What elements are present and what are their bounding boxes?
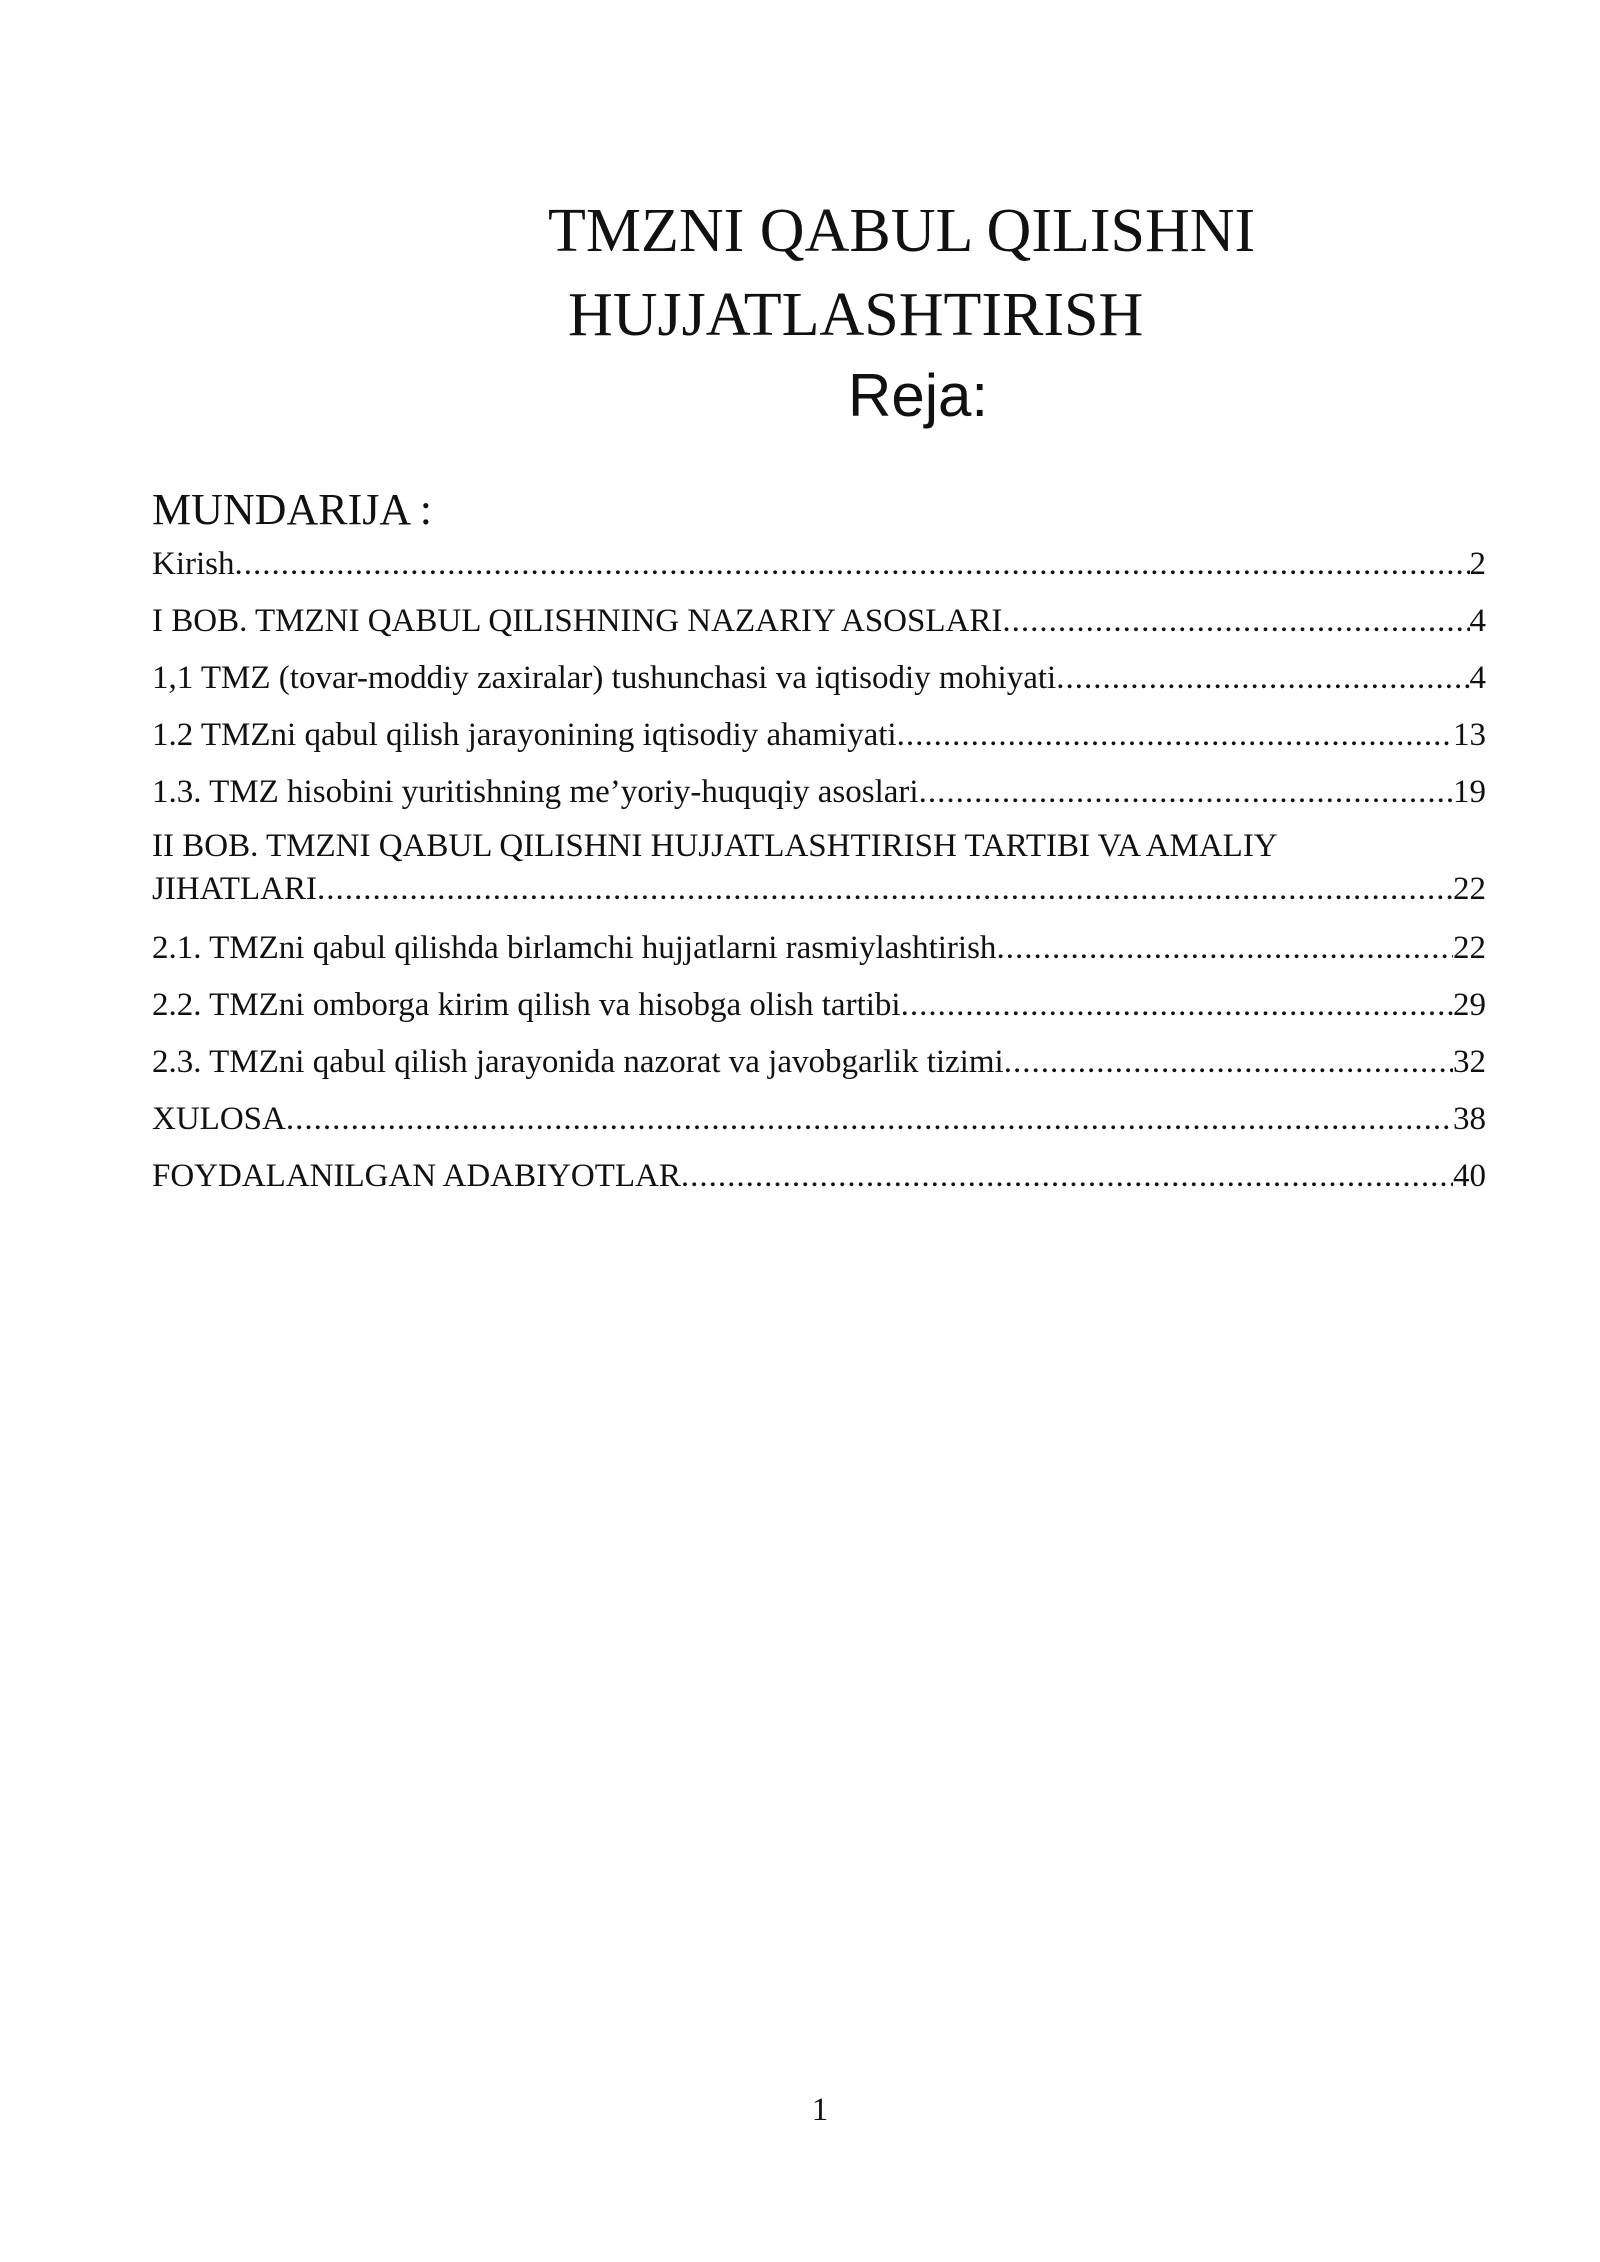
toc-entry-page: 38 (1453, 1101, 1486, 1137)
dot-leader (897, 707, 1453, 764)
toc-entry-title: 1.2 TMZni qabul qilish jarayonining iqtisodiy ahamiyati (152, 717, 897, 753)
toc-entry-page: 22 (1453, 930, 1486, 966)
toc-entry-title: 1.3. TMZ hisobini yuritishning me’yoriy-huquqiy asoslari (152, 774, 919, 810)
toc-entry-page: 19 (1453, 774, 1486, 810)
toc-entry-title: Kirish (152, 546, 235, 582)
dot-leader (1002, 593, 1469, 650)
dot-leader (1056, 650, 1469, 707)
toc-entry-page: 22 (1453, 871, 1486, 907)
toc-entry-title-line-2: JIHATLARI (152, 871, 317, 907)
dot-leader (681, 1148, 1453, 1205)
toc-entry-title: 2.2. TMZni omborga kirim qilish va hisobga olish tartibi (152, 987, 901, 1023)
toc-entry-section-2-3[interactable] (152, 1034, 1486, 1091)
toc-entry-section-2-2[interactable] (152, 977, 1486, 1034)
toc-entry-page: 13 (1453, 717, 1486, 753)
toc-entry-conclusion[interactable] (152, 1091, 1486, 1148)
dot-leader (317, 867, 1453, 912)
toc-entry-page: 40 (1453, 1158, 1486, 1194)
toc-entry-section-1-3[interactable] (152, 764, 1486, 821)
toc-entry-title: 2.3. TMZni qabul qilish jarayonida nazorat va javobgarlik tizimi (152, 1044, 1004, 1080)
toc-entry-page: 29 (1453, 987, 1486, 1023)
toc-entry-page: 4 (1469, 603, 1486, 639)
toc-entry-title: 1,1 TMZ (tovar-moddiy zaxiralar) tushunchasi va iqtisodiy mohiyati (152, 660, 1057, 696)
toc-entry-chapter-2[interactable] (152, 821, 1486, 912)
toc-entry-page: 4 (1469, 660, 1486, 696)
table-of-contents (152, 536, 1486, 1205)
toc-entry-references[interactable] (152, 1148, 1486, 1205)
dot-leader (235, 536, 1470, 593)
toc-entry-title: XULOSA (152, 1101, 286, 1137)
dot-leader (996, 920, 1453, 977)
dot-leader (901, 977, 1453, 1034)
plan-label: Reja: (848, 362, 989, 429)
toc-entry-section-1-1[interactable] (152, 650, 1486, 707)
document-title-line-2: HUJJATLASHTIRISH (568, 281, 1144, 349)
toc-entry-title: 2.1. TMZni qabul qilishda birlamchi hujjatlarni rasmiylashtirish (152, 930, 997, 966)
toc-entry-page: 2 (1469, 546, 1486, 582)
document-title-line-1: TMZNI QABUL QILISHNI (548, 197, 1256, 265)
toc-entry-section-2-1[interactable] (152, 920, 1486, 977)
toc-entry-title: I BOB. TMZNI QABUL QILISHNING NAZARIY ASOSLARI (152, 603, 1003, 639)
dot-leader (1004, 1034, 1453, 1091)
toc-entry-chapter-1[interactable] (152, 593, 1486, 650)
toc-entry-kirish[interactable] (152, 536, 1486, 593)
page-number: 1 (811, 2092, 829, 2128)
toc-entry-section-1-2[interactable] (152, 707, 1486, 764)
toc-entry-page: 32 (1453, 1044, 1486, 1080)
contents-heading: MUNDARIJA : (152, 485, 432, 534)
toc-entry-title-line-1: II BOB. TMZNI QABUL QILISHNI HUJJATLASHTIRISH TARTIBI VA AMALIY (152, 828, 1278, 864)
dot-leader (919, 764, 1453, 821)
toc-entry-title-line-2-row (152, 867, 1486, 912)
toc-entry-title: FOYDALANILGAN ADABIYOTLAR (152, 1158, 681, 1194)
dot-leader (286, 1091, 1453, 1148)
